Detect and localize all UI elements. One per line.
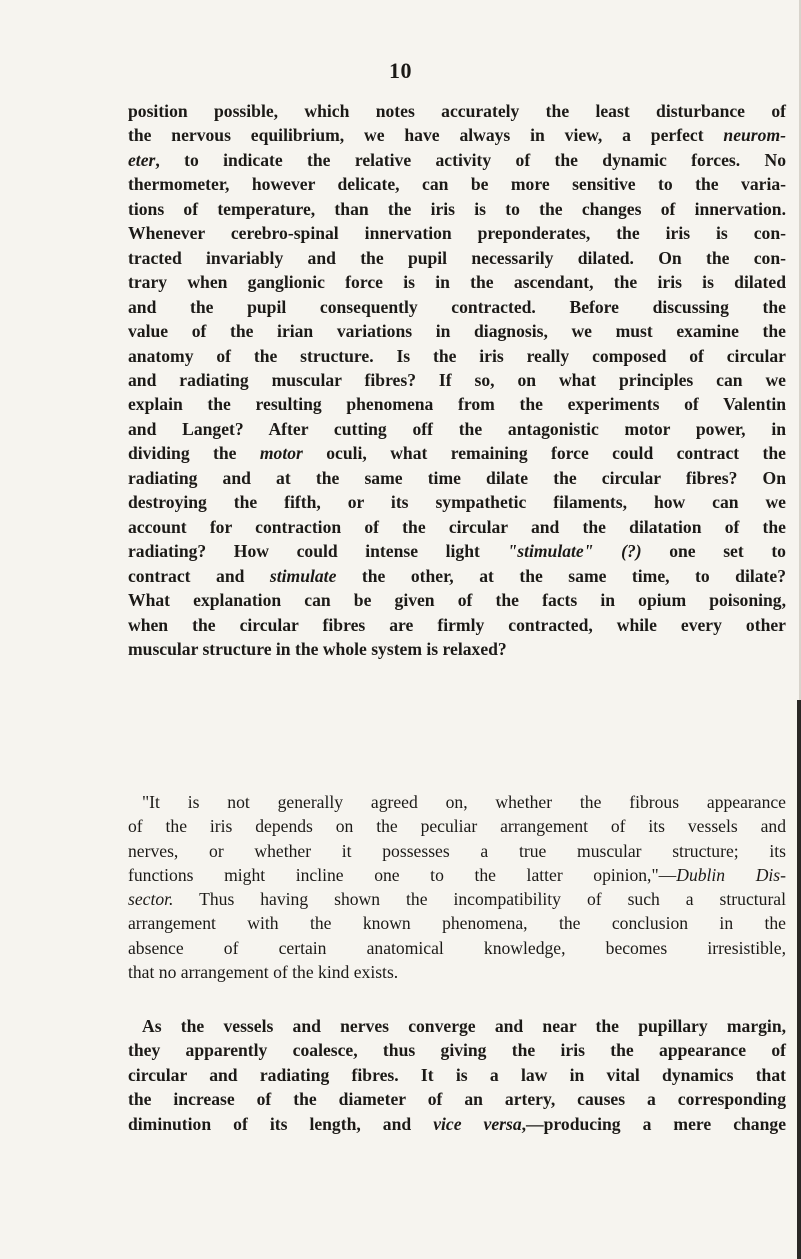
text-line: they apparently coalesce, thus giving the iris the appearance of: [128, 1040, 786, 1061]
text-line: tracted invariably and the pupil necessarily dilated. On the con-: [128, 247, 786, 268]
paragraph-3: [128, 1014, 786, 1136]
text-line: dividing the motor oculi, what remaining force could contract the: [128, 443, 786, 464]
text-line: trary when ganglionic force is in the ascendant, the iris is dilated: [128, 272, 786, 293]
text-line: Whenever cerebro-spinal innervation preponderates, the iris is con-: [128, 223, 786, 244]
text-line: sector. Thus having shown the incompatibility of such a structural: [128, 889, 786, 910]
text-line: value of the irian variations in diagnosis, we must examine the: [128, 321, 786, 342]
text-line: absence of certain anatomical knowledge, becomes irresistible,: [128, 937, 786, 958]
text-line: eter, to indicate the relative activity of the dynamic forces. No: [128, 149, 786, 170]
text-line: anatomy of the structure. Is the iris really composed of circular: [128, 345, 786, 366]
text-line: when the circular fibres are firmly contracted, while every other: [128, 614, 786, 635]
text-line: and radiating muscular fibres? If so, on what principles can we: [128, 369, 786, 390]
text-line: circular and radiating fibres. It is a law in vital dynamics that: [128, 1064, 786, 1085]
text-line: and the pupil consequently contracted. Before discussing the: [128, 296, 786, 317]
text-line: diminution of its length, and vice versa,—producing a mere change: [128, 1113, 786, 1134]
text-line: position possible, which notes accurately the least disturbance of: [128, 101, 786, 121]
paragraph-1: [128, 99, 786, 661]
text-line: arrangement with the known phenomena, the conclusion in the: [128, 913, 786, 934]
paragraph-2-quotation: [128, 790, 786, 984]
page-edge-rule: [797, 700, 801, 1259]
text-line: the increase of the diameter of an artery, causes a corresponding: [128, 1089, 786, 1110]
text-line: explain the resulting phenomena from the experiments of Valentin: [128, 394, 786, 415]
text-line: and Langet? After cutting off the antagonistic motor power, in: [128, 418, 786, 439]
page-number: 10: [389, 58, 412, 83]
text-line: contract and stimulate the other, at the same time, to dilate?: [128, 565, 787, 586]
text-line: of the iris depends on the peculiar arrangement of its vessels and: [128, 816, 786, 837]
text-line: radiating and at the same time dilate the circular fibres? On: [128, 467, 786, 488]
text-line: functions might incline one to the latter opinion,"—Dublin Dis-: [128, 864, 786, 885]
text-line: What explanation can be given of the facts in opium poisoning,: [128, 590, 786, 611]
text-line: that no arrangement of the kind exists.: [128, 962, 399, 983]
text-line: the nervous equilibrium, we have always in view, a perfect neurom-: [128, 125, 786, 146]
text-line: "It is not generally agreed on, whether the fibrous appearance: [142, 792, 786, 812]
text-line: tions of temperature, than the iris is to the changes of innervation.: [128, 198, 786, 219]
text-line: radiating? How could intense light "stimulate" (?) one set to: [128, 541, 786, 562]
text-line: nerves, or whether it possesses a true muscular structure; its: [128, 840, 786, 861]
text-line: muscular structure in the whole system is relaxed?: [128, 638, 507, 659]
text-line: As the vessels and nerves converge and near the pupillary margin,: [142, 1016, 786, 1036]
text-line: destroying the fifth, or its sympathetic filaments, how can we: [128, 492, 786, 513]
text-line: thermometer, however delicate, can be more sensitive to the varia-: [128, 174, 786, 195]
text-line: account for contraction of the circular and the dilatation of the: [128, 516, 786, 537]
